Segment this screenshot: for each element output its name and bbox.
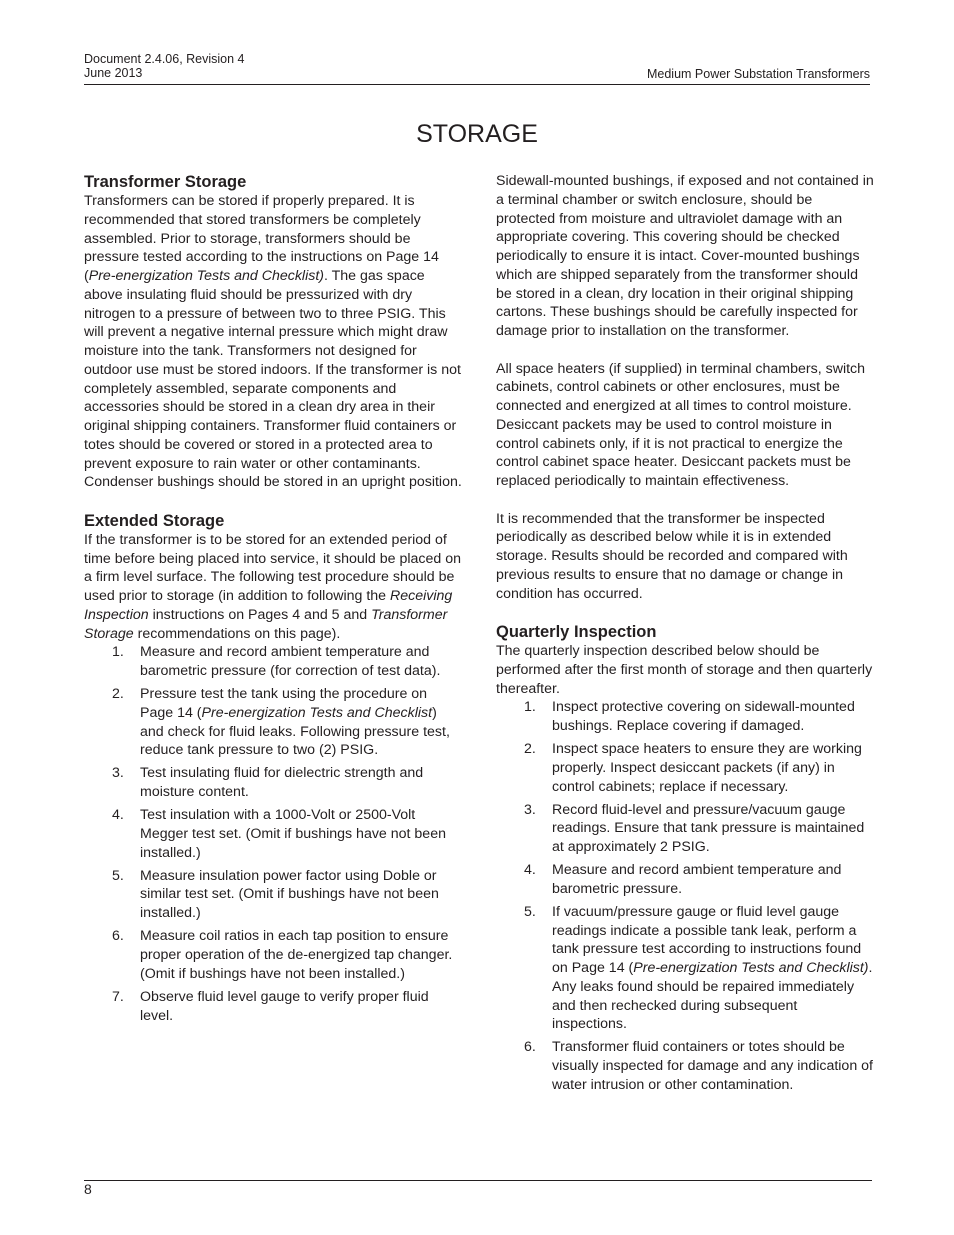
list-item: 4. Test insulation with a 1000-Volt or 2500-Volt Megger test set. (Omit if bushings have not been installed.) (112, 807, 446, 861)
list-item: 3. Test insulating fluid for dielectric strength and moisture content. (112, 765, 424, 801)
page-title: STORAGE (416, 120, 538, 148)
quarterly-inspection-steps (496, 698, 874, 1094)
list-item: 5. Measure insulation power factor using Doble or similar test set. (Omit if bushings have not been installed.) (112, 867, 439, 922)
document-info (84, 52, 245, 80)
list-item: 1. Measure and record ambient temperature and barometric pressure (for correction of test data). (112, 644, 441, 679)
space-heaters-paragraph: All space heaters (if supplied) in terminal chambers, switch cabinets, control cabinets or other enclosures, must be connected and energized at all times to control moisture. Desiccant packets may be used to control moisture in control cabinets only, if it is not practical to energize the control cabinet space heater. Desiccant packets must be replaced periodically to maintain effectiveness. (496, 360, 866, 489)
transformer-storage-text: Transformers can be stored if properly prepared. It is recommended that stored transformers be completely assembled. Prior to storage, transformers should be pressure tested according to the instructions on Page 14 (Pre-energization Tests and Checklist). The gas space above insulating fluid should be pressurized with dry nitrogen to a pressure of between two to three PSIG. This will prevent a negative internal pressure which might draw moisture into the tank. Transformers not designed for outdoor use must be stored indoors. If the transformer is not completely assembled, separate components and accessories should be stored in a clean dry area in their original shipping containers. Transformer fluid containers or totes should be covered or stored in a protected area to prevent exposure to rain water or other contaminants. Condenser bushings should be stored in an upright position. (84, 193, 462, 491)
document-revision: Document 2.4.06, Revision 4 (84, 52, 245, 66)
list-item: 2. Inspect space heaters to ensure they are working properly. Inspect desiccant packets (if any) in control cabinets; replace if necessary. (524, 741, 862, 795)
page-header (84, 52, 870, 85)
document-date: June 2013 (84, 66, 143, 80)
right-column (496, 172, 874, 1099)
footer-rule (84, 1180, 872, 1181)
list-item: 6. Transformer fluid containers or totes should be visually inspected for damage and any indication of water intrusion or other contamination. (524, 1039, 873, 1093)
quarterly-inspection-intro: The quarterly inspection described below should be performed after the first month of storage and then quarterly thereafter. (496, 643, 873, 697)
page-reference: Pre-energization Tests and Checklist (201, 704, 433, 721)
page-reference: Pre-energization Tests and Checklist) (633, 960, 869, 977)
document-subject: Medium Power Substation Transformers (646, 67, 870, 81)
page-number: 8 (84, 1181, 92, 1197)
extended-storage-steps (84, 643, 462, 1025)
extended-storage-intro: If the transformer is to be stored for an extended period of time before being placed into service, it should be placed on a firm level surface. The following test procedure should be used prior to storage (in addition to following the Receiving Inspection instructions on Pages 4 and 5 and Transformer Storage recommendations on this page). (84, 531, 461, 642)
section-reference: Receiving Inspection (84, 588, 453, 623)
list-item: 5. If vacuum/pressure gauge or fluid level gauge readings indicate a possible tank leak, perform a tank pressure test according to instructions found on Page 14 (Pre-energization Tests and Checklist). Any leaks found should be repaired immediately and then rechecked during subsequent inspections. (524, 903, 873, 1033)
transformer-storage-heading: Transformer Storage (84, 173, 247, 191)
list-item: 4. Measure and record ambient temperature and barometric pressure. (524, 862, 842, 897)
section-reference: Transformer Storage (84, 606, 448, 642)
list-item: 2. Pressure test the tank using the procedure on Page 14 (Pre-energization Tests and Checklist) and check for fluid leaks. Following pressure test, reduce tank pressure to two (2) PSIG. (112, 686, 450, 759)
inspection-recommendation-paragraph: It is recommended that the transformer be inspected periodically as described below while it is in extended storage. Results should be recorded and compared with previous results to ensure that no damage or change in condition has occurred. (496, 510, 848, 602)
list-item: 3. Record fluid-level and pressure/vacuum gauge readings. Ensure that tank pressure is maintained at approximately 2 PSIG. (524, 801, 865, 856)
list-item: 7. Observe fluid level gauge to verify proper fluid level. (112, 988, 429, 1024)
list-item: 1. Inspect protective covering on sidewall-mounted bushings. Replace covering if damaged. (524, 699, 855, 734)
left-column (84, 172, 462, 1030)
page-reference: Pre-energization Tests and Checklist) (88, 268, 324, 284)
extended-storage-heading: Extended Storage (84, 511, 225, 530)
list-item: 6. Measure coil ratios in each tap position to ensure proper operation of the de-energized tap changer. (Omit if bushings have not been installed.) (112, 928, 453, 982)
bushings-paragraph: Sidewall-mounted bushings, if exposed and not contained in a terminal chamber or switch enclosure, should be protected from moisture and ultraviolet damage with an appropriate covering. This covering should be checked periodically to ensure it is intact. Cover-mounted bushings which are shipped separately from the transformer should be stored in a clean, dry location in their original shipping cartons. These bushings should be carefully inspected for damage prior to installation on the transformer. (496, 173, 874, 339)
quarterly-inspection-heading: Quarterly Inspection (496, 623, 657, 641)
